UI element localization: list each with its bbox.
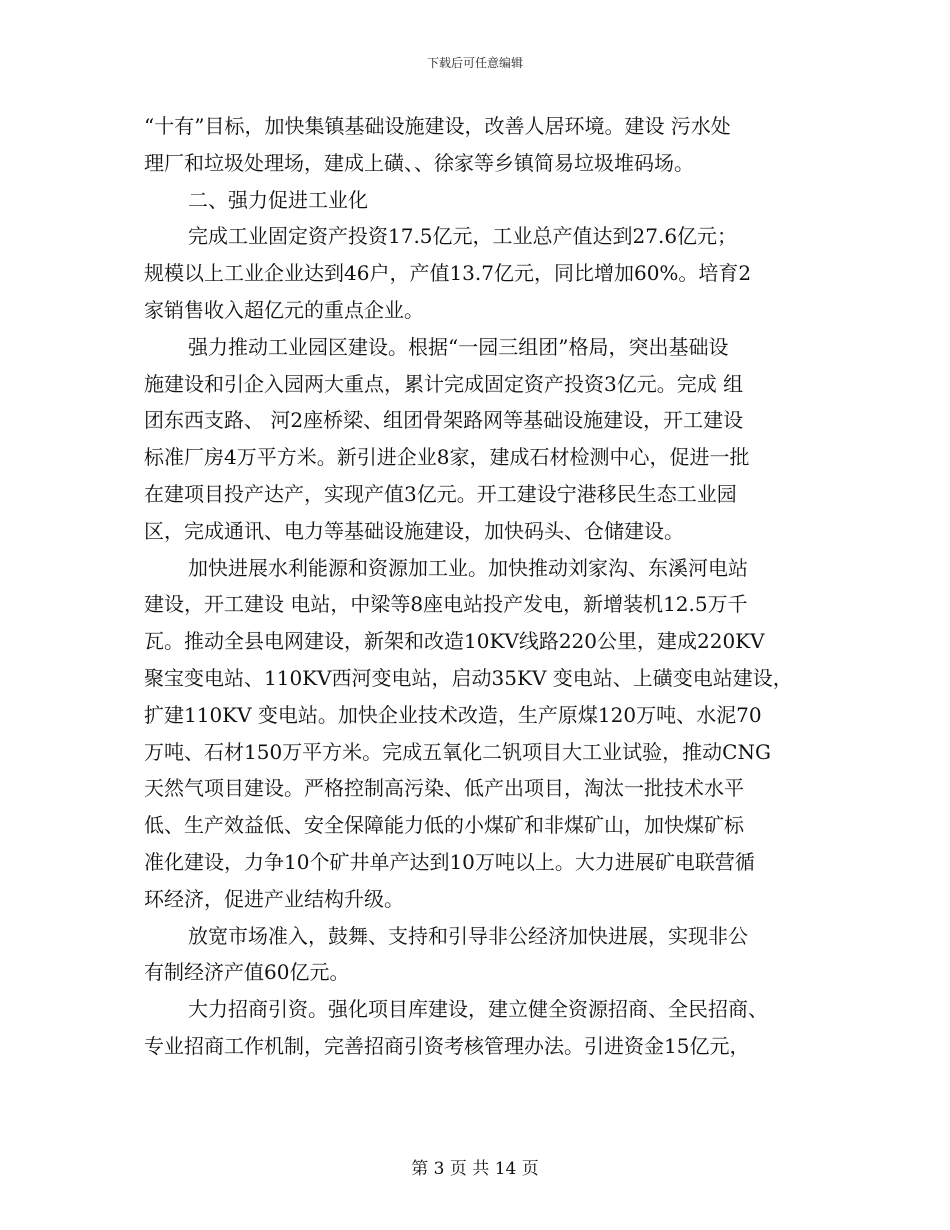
text-line: 放宽市场准入，鼓舞、支持和引导非公经济加快进展，实现非公 xyxy=(188,923,748,948)
section-heading: 二、强力促进工业化 xyxy=(188,187,368,212)
text-line: 瓦。推动全县电网建设，新架和改造10KV线路220公里，建成220KV xyxy=(144,629,765,654)
text-line: 建设，开工建设 电站，中梁等8座电站投产发电，新增装机12.5万千 xyxy=(144,592,748,617)
text-line: 在建项目投产达产，实现产值3亿元。开工建设宁港移民生态工业园 xyxy=(144,481,737,506)
text-line: 施建设和引企入园两大重点，累计完成固定资产投资3亿元。完成 组 xyxy=(144,371,744,396)
text-line: 规模以上工业企业达到46户，产值13.7亿元，同比增加60%。培育2 xyxy=(144,261,752,286)
text-line: 低、生产效益低、安全保障能力低的小煤矿和非煤矿山，加快煤矿标 xyxy=(144,813,744,838)
text-line: 扩建110KV 变电站。加快企业技术改造，生产原煤120万吨、水泥70 xyxy=(144,702,762,727)
text-line: 家销售收入超亿元的重点企业。 xyxy=(144,297,424,322)
text-line: 大力招商引资。强化项目库建设，建立健全资源招商、全民招商、 xyxy=(188,997,768,1022)
text-line: 标准厂房4万平方米。新引进企业8家，建成石材检测中心，促进一批 xyxy=(144,445,750,470)
document-body xyxy=(144,108,814,1065)
text-line: 强力推动工业园区建设。根据“一园三组团”格局，突出基础设 xyxy=(188,334,729,359)
text-line: 专业招商工作机制，完善招商引资考核管理办法。引进资金15亿元， xyxy=(144,1033,750,1058)
text-line: 天然气项目建设。严格控制高污染、低产出项目，淘汰一批技术水平 xyxy=(144,776,744,801)
page-number: 第 3 页 共 14 页 xyxy=(411,1159,539,1179)
text-line: 加快进展水利能源和资源加工业。加快推动刘家沟、东溪河电站 xyxy=(188,555,748,580)
text-line: 有制经济产值60亿元。 xyxy=(144,960,350,985)
text-line: 准化建设，力争10个矿井单产达到10万吨以上。大力进展矿电联营循 xyxy=(144,849,755,874)
text-line: “十有”目标，加快集镇基础设施建设，改善人居环境。建设 污水处 xyxy=(144,114,731,138)
text-line: 团东西支路、 河2座桥梁、组团骨架路网等基础设施建设，开工建设 xyxy=(144,408,744,433)
text-line: 区，完成通讯、电力等基础设施建设，加快码头、仓储建设。 xyxy=(144,518,684,543)
page-header-note: 下载后可任意编辑 xyxy=(426,56,523,70)
text-line: 理厂和垃圾处理场，建成上磺、、徐家等乡镇简易垃圾堆码场。 xyxy=(144,150,694,175)
text-line: 万吨、石材150万平方米。完成五氧化二钒项目大工业试验，推动CNG xyxy=(144,739,771,764)
text-line: 聚宝变电站、110KV西河变电站，启动35KV 变电站、上磺变电站建设， xyxy=(144,665,793,690)
text-line: 完成工业固定资产投资17.5亿元，工业总产值达到27.6亿元； xyxy=(188,224,738,249)
text-line: 环经济，促进产业结构升级。 xyxy=(144,886,404,911)
